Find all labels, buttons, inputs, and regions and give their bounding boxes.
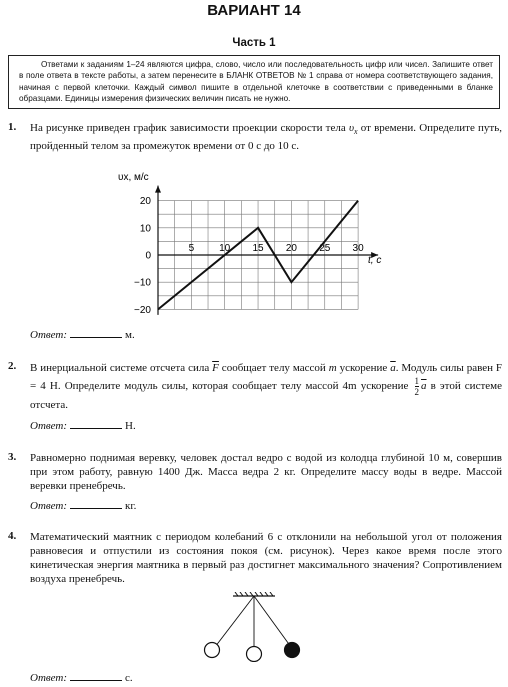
task-3-text: Равномерно поднимая веревку, человек достал ведро с водой из колодца глубиной 10 м, совершив при этом работу, равную 1400 Дж. Масса ведра 2 кг. Определите массу воды в ведре. Массой веревки пренебречь. (30, 452, 502, 492)
task-1-number: 1. (8, 121, 17, 133)
task-1-text: На рисунке приведен график зависимости проекции скорости тела $\upsilon_x$ от времени. Определите путь, пройденный телом за промежуток времени от 0 с до 10 с. (30, 122, 502, 153)
force-vector: $\overline{F}$ (212, 362, 219, 374)
variant-title: ВАРИАНТ 14 (207, 2, 301, 19)
y-tick-label: 20 (139, 196, 151, 208)
velocity-symbol: υ (348, 122, 354, 134)
y-axis-label: υx, м/с (118, 172, 149, 183)
x-tick-label: 5 (188, 243, 195, 254)
task-2-answer: Ответ: Н. (30, 420, 136, 432)
one-half-fraction: $\frac{1}{2}$ (414, 376, 420, 397)
y-tick-label: −10 (134, 277, 151, 289)
y-axis-arrow (155, 186, 161, 193)
x-tick-label: 15 (252, 243, 264, 254)
task-2-text: В инерциальной системе отсчета сила $\overline{F}$ сообщает телу массой m ускорение $\overline{a}$. Модуль силы равен F = 4 Н. Определите модуль силы, которая сообщает телу массой 4m ускорение $\frac{1}{2}$ $\overline{a}$ в этой системе отсчета. (30, 362, 503, 411)
x-tick-label: 25 (319, 243, 331, 254)
velocity-time-graph (100, 170, 400, 315)
bob-right (285, 643, 300, 658)
y-tick-label: −20 (134, 304, 151, 315)
instructions-box: Ответами к заданиям 1–24 являются цифра, слово, число или последовательность цифр или чисел. Запишите ответ в поле ответа в тексте работы, а затем перенесите в БЛАНК ОТВЕТОВ № 1 справа от номера соответствующего задания, начиная с первой клеточки. Каждый символ пишите в отдельной клеточке в соответствии с приведенными в бланке образцами. Единицы измерения физических величин писать не нужно. (8, 55, 500, 109)
x-axis-label: t, с (368, 255, 382, 266)
task-3-answer-field[interactable] (70, 498, 122, 509)
bob-center (247, 647, 262, 662)
x-tick-label: 20 (285, 243, 297, 254)
task-2-answer-field[interactable] (70, 418, 122, 429)
bob-left (205, 643, 220, 658)
accel-vector: $\overline{a}$ (390, 362, 396, 374)
task-1-answer: Ответ: м. (30, 329, 135, 341)
task-4-answer: Ответ: с. (30, 672, 133, 684)
part-title: Часть 1 (232, 37, 276, 49)
task-3-number: 3. (8, 451, 17, 463)
thread-right (254, 596, 291, 647)
task-4-number: 4. (8, 530, 17, 542)
thread-left (215, 596, 254, 647)
y-tick-label: 10 (139, 223, 151, 235)
task-4-text: Математический маятник с периодом колебаний 6 с отклонили на небольшой угол от положения равновесия и отпустили из состояния покоя (см. рисунок). Через какое время после этого кинетическая энергия маятника в первый раз достигнет максимального значения? Сопротивлением воздуха пренебречь. (30, 531, 502, 585)
task-1-answer-field[interactable] (70, 327, 122, 338)
x-tick-label: 30 (352, 243, 364, 254)
task-3-answer: Ответ: кг. (30, 500, 137, 512)
x-tick-label: 10 (219, 243, 231, 254)
y-tick-label: 0 (145, 250, 151, 262)
task-4-answer-field[interactable] (70, 670, 122, 681)
task-2-number: 2. (8, 360, 17, 372)
pendulum-figure (195, 592, 315, 662)
